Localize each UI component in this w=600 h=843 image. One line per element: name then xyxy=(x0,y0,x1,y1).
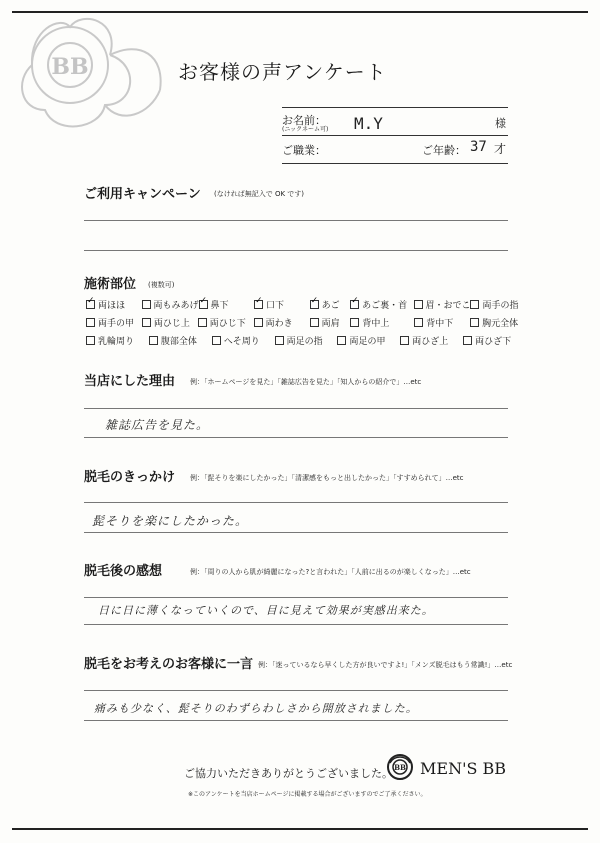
checkbox-checked-icon xyxy=(310,300,319,309)
checkbox-checked-icon xyxy=(254,300,263,309)
thanks-text: ご協力いただきありがとうございました。 xyxy=(184,767,393,780)
area-checkbox[interactable]: ✓ 鼻下 xyxy=(199,298,255,311)
checkbox-icon xyxy=(275,336,284,345)
bottom-border xyxy=(12,828,588,830)
page-title: お客様の声アンケート xyxy=(178,60,387,84)
checkbox-icon xyxy=(350,318,359,327)
area-checkbox[interactable]: 両もみあげ xyxy=(142,298,199,311)
area-checkbox[interactable]: 両ひざ下 xyxy=(463,334,526,347)
trigger-answer[interactable]: 髭そりを楽にしたかった。 xyxy=(92,514,249,528)
area-checkbox[interactable]: 両ひじ下 xyxy=(198,316,254,329)
checkbox-icon xyxy=(198,318,207,327)
name-sublabel: (ニックネーム可) xyxy=(282,126,329,133)
trigger-note: 例：「髭そりを楽にしたかった」「清潔感をもっと出したかった」「すすめられて」…etc xyxy=(190,474,464,482)
name-row xyxy=(282,108,508,136)
impression-heading: 脱毛後の感想 xyxy=(84,564,163,579)
name-value[interactable]: M.Y xyxy=(354,114,383,133)
area-checkbox[interactable]: 胸元全体 xyxy=(470,316,526,329)
checkbox-icon xyxy=(414,300,423,309)
trigger-line-2 xyxy=(84,532,508,533)
checkbox-icon xyxy=(414,318,423,327)
reason-line-1 xyxy=(84,408,508,409)
areas-row-2 xyxy=(86,316,526,329)
checkbox-icon xyxy=(337,336,346,345)
area-checkbox[interactable]: 両ひざ上 xyxy=(400,334,463,347)
message-line-2 xyxy=(84,720,508,721)
camellia-brand-icon xyxy=(386,753,414,781)
checkbox-icon xyxy=(470,300,479,309)
area-checkbox[interactable]: 乳輪周り xyxy=(86,334,149,347)
area-checkbox[interactable]: 背中上 xyxy=(350,316,414,329)
checkbox-icon xyxy=(212,336,221,345)
message-line-1 xyxy=(84,690,508,691)
checkbox-icon xyxy=(254,318,263,327)
message-answer[interactable]: 痛みも少なく、髭そりのわずらわしさから開放されました。 xyxy=(94,702,418,715)
impression-line-2 xyxy=(84,624,508,625)
area-checkbox[interactable]: 両足の甲 xyxy=(337,334,400,347)
trigger-line-1 xyxy=(84,502,508,503)
areas-heading: 施術部位 xyxy=(84,277,137,292)
area-checkbox[interactable]: 腹部全体 xyxy=(149,334,212,347)
checkbox-icon xyxy=(142,300,151,309)
checkbox-icon xyxy=(86,318,95,327)
area-checkbox[interactable]: 両手の指 xyxy=(470,298,526,311)
reason-heading: 当店にした理由 xyxy=(84,374,176,389)
name-suffix: 様 xyxy=(495,117,506,130)
area-checkbox[interactable]: ✓ あご xyxy=(310,298,351,311)
area-checkbox[interactable]: ✓ あご裏・首 xyxy=(350,298,413,311)
area-checkbox[interactable]: ✓ 両ほほ xyxy=(86,298,142,311)
message-note: 例：「迷っているなら早くした方が良いですよ!」「メンズ脱毛はもう常識!」…etc xyxy=(258,661,513,669)
impression-answer[interactable]: 日に日に薄くなっていくので、目に見えて効果が実感出来た。 xyxy=(98,604,434,617)
area-checkbox[interactable]: 背中下 xyxy=(414,316,470,329)
area-checkbox[interactable]: 両ひじ上 xyxy=(142,316,198,329)
job-age-row xyxy=(282,136,508,164)
camellia-logo-watermark xyxy=(10,10,170,140)
checkbox-icon xyxy=(86,336,95,345)
reason-note: 例：「ホームページを見た」「雑誌広告を見た」「知人からの紹介で」…etc xyxy=(190,378,422,386)
checkbox-icon xyxy=(142,318,151,327)
campaign-heading: ご利用キャンペーン xyxy=(84,187,201,202)
areas-row-1 xyxy=(86,298,526,311)
reason-line-2 xyxy=(84,437,508,438)
age-label: ご年齢： xyxy=(422,144,466,157)
trigger-heading: 脱毛のきっかけ xyxy=(84,470,176,485)
checkbox-icon xyxy=(149,336,158,345)
svg-text:BB: BB xyxy=(394,763,406,772)
reason-answer[interactable]: 雑誌広告を見た。 xyxy=(105,418,210,432)
area-checkbox[interactable]: 両手の甲 xyxy=(86,316,142,329)
age-value[interactable]: 37 xyxy=(470,139,487,155)
name-label: お名前： xyxy=(282,114,326,127)
campaign-line-2[interactable] xyxy=(84,250,508,251)
areas-row-3 xyxy=(86,334,526,347)
area-checkbox[interactable]: 両わき xyxy=(254,316,310,329)
checkbox-icon xyxy=(470,318,479,327)
checkbox-checked-icon xyxy=(199,300,208,309)
checkbox-checked-icon xyxy=(350,300,359,309)
impression-note: 例：「周りの人から肌が綺麗になった?と言われた」「人前に出るのが楽しくなった」…etc xyxy=(190,568,471,576)
campaign-line-1[interactable] xyxy=(84,220,508,221)
checkbox-icon xyxy=(400,336,409,345)
message-heading: 脱毛をお考えのお客様に一言 xyxy=(84,657,254,672)
area-checkbox[interactable]: 両足の指 xyxy=(275,334,338,347)
checkbox-icon xyxy=(310,318,319,327)
brand-name: MEN'S BB xyxy=(420,759,507,778)
job-label: ご職業： xyxy=(282,144,326,157)
areas-note: (複数可) xyxy=(148,281,175,289)
age-suffix: 才 xyxy=(494,142,507,156)
area-checkbox[interactable]: へそ周り xyxy=(212,334,275,347)
impression-line-1 xyxy=(84,597,508,598)
footer-notice: ※このアンケートを当店ホームページに掲載する場合がございますのでご了承ください。 xyxy=(188,791,427,798)
campaign-note: (なければ無記入で OK です) xyxy=(214,190,305,198)
area-checkbox[interactable]: 両肩 xyxy=(310,316,351,329)
svg-text:BB: BB xyxy=(51,54,89,80)
checkbox-checked-icon xyxy=(86,300,95,309)
area-checkbox[interactable]: 眉・おでこ xyxy=(414,298,471,311)
area-checkbox[interactable]: ✓ 口下 xyxy=(254,298,310,311)
checkbox-icon xyxy=(463,336,472,345)
